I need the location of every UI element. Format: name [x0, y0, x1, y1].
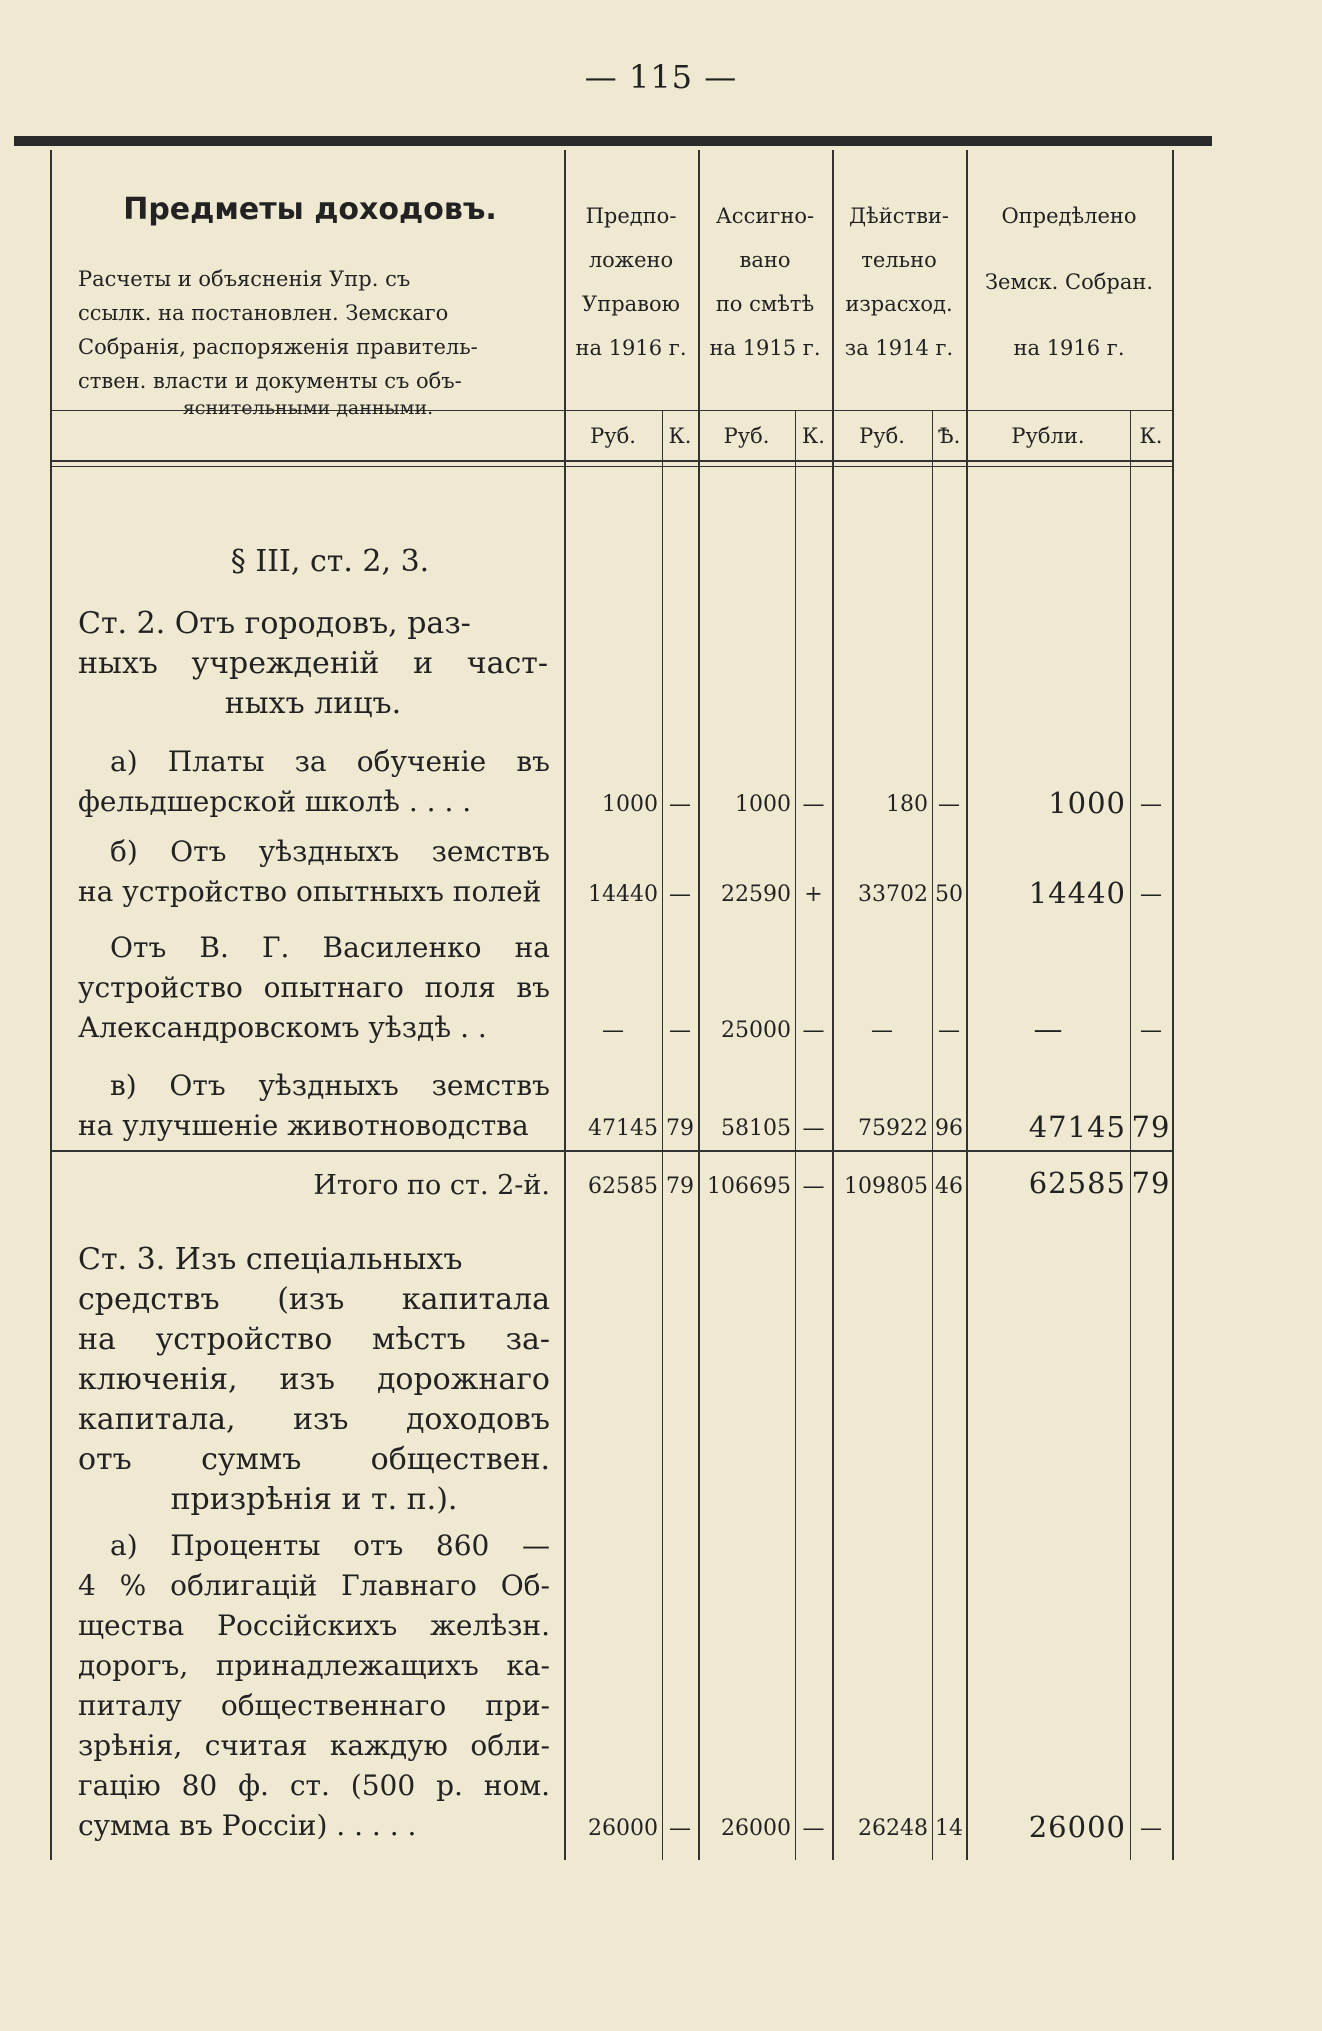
- cell-value: 33702: [858, 882, 928, 907]
- unit-kop: К.: [1139, 424, 1163, 448]
- row-label-line: в) Отъ уѣздныхъ земствъ: [110, 1069, 550, 1102]
- cell-value: 1000: [735, 792, 791, 817]
- article3-title-line: призрѣнія и т. п.).: [170, 1482, 458, 1517]
- table-left-rule: [50, 150, 52, 1860]
- unit-rub: Руб.: [590, 424, 636, 448]
- cell-value: —: [938, 1018, 960, 1043]
- row-label-line: фельдшерской школѣ . . . .: [78, 785, 472, 818]
- header-subtitle-line: яснительными данными.: [182, 397, 434, 419]
- row-label-line: щества Россійскихъ желѣзн.: [78, 1609, 550, 1642]
- header-title: Предметы доходовъ.: [123, 192, 497, 227]
- cell-value: 26000: [721, 1816, 791, 1841]
- cell-value: 26000: [588, 1816, 658, 1841]
- cell-value: 180: [886, 792, 928, 817]
- col3-header-line: Дѣйстви-: [848, 204, 950, 228]
- article3-title-line: капитала, изъ доходовъ: [78, 1402, 550, 1437]
- cell-value: 47145: [588, 1116, 658, 1141]
- article3-title-line: отъ суммъ обществен.: [78, 1442, 550, 1477]
- col3-header-line: израсход.: [845, 292, 953, 316]
- col1-header-line: ложено: [588, 248, 674, 272]
- cell-value: 14440: [588, 882, 658, 907]
- row-label-line: Отъ В. Г. Василенко на: [110, 931, 550, 964]
- col-rule-3: [832, 150, 834, 1860]
- table-right-rule: [1172, 150, 1174, 1860]
- cell-value: 25000: [721, 1018, 791, 1043]
- col-rule-2: [698, 150, 700, 1860]
- unit-kop: К.: [802, 424, 825, 448]
- cell-value: 79: [1131, 1110, 1171, 1144]
- total-value: 46: [935, 1174, 963, 1199]
- row-label-line: сумма въ Россіи) . . . . .: [78, 1809, 417, 1842]
- cell-value: 50: [935, 882, 963, 907]
- col1-header-line: Предпо-: [585, 204, 677, 228]
- col1-header-line: на 1916 г.: [575, 336, 687, 360]
- row-label-line: зрѣнія, считая каждую обли-: [78, 1729, 550, 1762]
- total-top-rule: [50, 1150, 1174, 1152]
- col-rule-4: [966, 150, 968, 1860]
- article3-title-line: средствъ (изъ капитала: [78, 1282, 550, 1317]
- header-bottom-rule-2: [50, 466, 1174, 467]
- cell-value: —: [669, 1816, 691, 1841]
- col4-header-line: на 1916 г.: [1013, 336, 1125, 360]
- row-label-line: Александровскомъ уѣздѣ . .: [78, 1011, 487, 1044]
- col2-header-line: на 1915 г.: [709, 336, 821, 360]
- cell-value: 1000: [602, 792, 658, 817]
- row-label-line: а) Платы за обученіе въ: [110, 745, 550, 778]
- total-value: 79: [666, 1174, 694, 1199]
- page-number: — 115 —: [584, 58, 738, 96]
- article2-title-line: ныхъ лицъ.: [224, 686, 402, 721]
- cell-value: 75922: [858, 1116, 928, 1141]
- cell-value: 1000: [1048, 786, 1126, 820]
- unit-rub: Рубли.: [1011, 424, 1085, 448]
- col2-header-line: вано: [739, 248, 791, 272]
- header-bottom-rule: [50, 460, 1174, 462]
- row-label-line: а) Проценты отъ 860 —: [110, 1529, 550, 1562]
- col1-header-line: Управою: [582, 292, 680, 316]
- row-label-line: на улучшеніе животноводства: [78, 1109, 529, 1142]
- cell-value: 26248: [858, 1816, 928, 1841]
- cell-value: 22590: [721, 882, 791, 907]
- cell-value: —: [802, 792, 825, 817]
- cell-value: —: [802, 1018, 825, 1043]
- unit-rub: Руб.: [723, 424, 770, 448]
- cell-value: —: [1140, 882, 1162, 907]
- article3-title-line: ключенія, изъ дорожнаго: [78, 1362, 550, 1397]
- row-label-line: б) Отъ уѣздныхъ земствъ: [110, 835, 550, 868]
- revenue-table: [50, 150, 1174, 1860]
- article2-title-line: ныхъ учрежденій и част-: [78, 646, 548, 681]
- cell-value: —: [669, 1018, 691, 1043]
- total-value: 109805: [844, 1174, 928, 1199]
- cell-value: —: [802, 1116, 825, 1141]
- col3-header-line: тельно: [861, 248, 937, 272]
- cell-value: —: [1140, 1816, 1162, 1841]
- cell-value: —: [871, 1018, 893, 1043]
- col4-header-line: Опредѣлено: [1001, 204, 1137, 228]
- total-value: —: [802, 1174, 825, 1199]
- total-value: 62585: [1028, 1166, 1126, 1200]
- cell-value: —: [602, 1018, 624, 1043]
- cell-value: 79: [666, 1116, 694, 1141]
- cell-value: 96: [935, 1116, 963, 1141]
- row-label-line: дорогъ, принадлежащихъ ка-: [78, 1649, 550, 1682]
- header-subtitle-line: Собранія, распоряженія правитель-: [78, 335, 478, 359]
- cell-value: 58105: [721, 1116, 791, 1141]
- header-subtitle-line: Расчеты и объясненія Упр. съ: [78, 267, 411, 291]
- row-label-line: устройство опытнаго поля въ: [78, 971, 550, 1004]
- row-label-line: питалу общественнаго при-: [78, 1689, 550, 1722]
- total-value: 79: [1131, 1166, 1171, 1200]
- row-label-line: гацію 80 ф. ст. (500 р. ном.: [78, 1769, 550, 1802]
- article3-title-line: Ст. 3. Изъ спеціальныхъ: [78, 1242, 463, 1277]
- cell-value: 14: [935, 1816, 963, 1841]
- cell-value: 14440: [1028, 876, 1126, 910]
- unit-kop: Ѣ.: [937, 424, 961, 448]
- total-value: 106695: [707, 1174, 791, 1199]
- row-label-line: на устройство опытныхъ полей: [78, 875, 542, 908]
- unit-rub: Руб.: [859, 424, 905, 448]
- unit-kop: К.: [668, 424, 692, 448]
- article3-title-line: на устройство мѣстъ за-: [78, 1322, 550, 1357]
- header-subtitle-line: ссылк. на постановлен. Земскаго: [78, 301, 449, 325]
- total-value: 62585: [588, 1174, 658, 1199]
- cell-value: —: [669, 882, 691, 907]
- col2-header-line: Ассигно-: [715, 204, 815, 228]
- cell-value: —: [1033, 1012, 1063, 1046]
- section-heading: § III, ст. 2, 3.: [230, 544, 430, 579]
- col3-header-line: за 1914 г.: [844, 336, 954, 360]
- row-label-line: 4 % облигацій Главнаго Об-: [78, 1569, 550, 1602]
- cell-value: —: [1140, 1018, 1162, 1043]
- cell-value: 26000: [1028, 1810, 1126, 1844]
- header-subtitle-line: ствен. власти и документы съ объ-: [78, 369, 462, 393]
- article2-title-line: Ст. 2. Отъ городовъ, раз-: [78, 606, 471, 641]
- cell-value: +: [804, 882, 823, 907]
- col-rule-1: [564, 150, 566, 1860]
- cell-value: —: [1140, 792, 1162, 817]
- col2-header-line: по смѣтѣ: [715, 292, 815, 316]
- col4-header-line: Земск. Собран.: [984, 270, 1154, 294]
- cell-value: —: [938, 792, 960, 817]
- cell-value: —: [802, 1816, 825, 1841]
- top-rule: [14, 136, 1212, 146]
- cell-value: —: [669, 792, 691, 817]
- cell-value: 47145: [1028, 1110, 1126, 1144]
- total-label: Итого по ст. 2-й.: [313, 1170, 550, 1201]
